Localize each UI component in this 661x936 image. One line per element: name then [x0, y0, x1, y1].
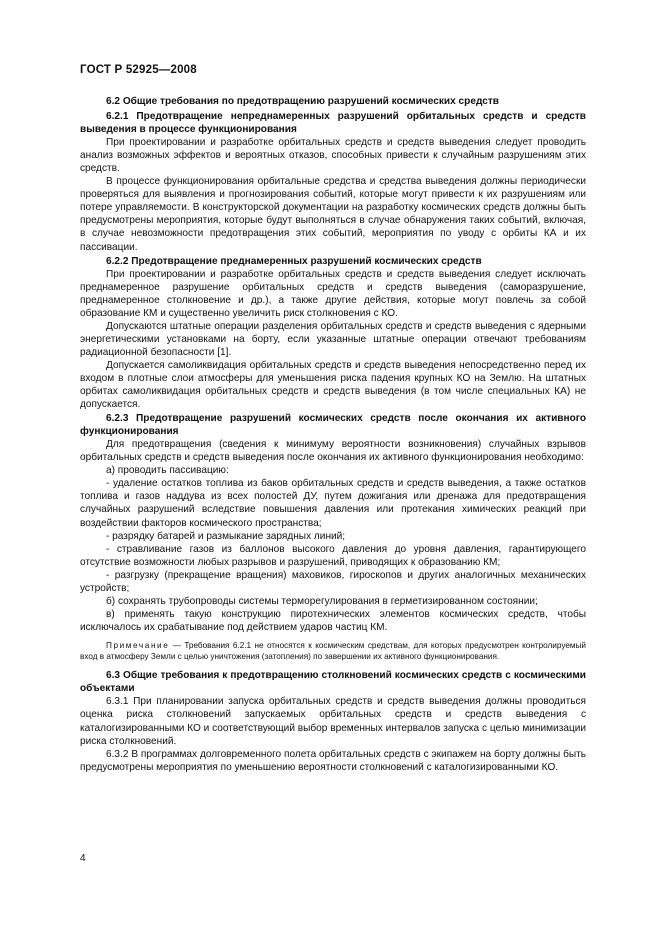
list-item-c: в) применять такую конструкцию пиротехнических элементов космических средств, чтобы исключалось их срабатывание под действием ударов частиц КМ. — [80, 608, 586, 633]
dash-item-flywheel-unloading: - разгрузку (прекращение вращения) маховиков, гироскопов и других аналогичных механических устройств; — [80, 569, 586, 594]
dash-item-fuel-removal: - удаление остатков топлива из баков орбитальных средств и средств выведения, а также остатков топлива и газов наддува из всех полостей ДУ, путем дожигания или дренажа для предотвращения случайных разрушений вследствие повышения давления или протекания химических реакций при воздействии факторов космического пространства; — [80, 478, 586, 529]
section-6-3-2-paragraph: 6.3.2 В программах долговременного полета орбитальных средств с экипажем на борту должны быть предусмотрены мероприятия по уменьшению вероятности столкновений с каталогизированными КО. — [80, 748, 586, 773]
section-6-3-1-paragraph: 6.3.1 При планировании запуска орбитальных средств и средств выведения должны проводиться оценка риска столкновений запускаемых орбитальных средств и средств выведения с каталогизированными КО и соответствующий выбор временных интервалов запуска с целью минимизации риска столкновений. — [80, 696, 586, 747]
section-6-3-heading: 6.3 Общие требования к предотвращению столкновений космических средств с космическими объектами — [80, 670, 586, 695]
list-item-b: б) сохранять трубопроводы системы терморегулирования в герметизированном состоянии; — [106, 595, 538, 607]
section-6-2-2-paragraph-1: При проектировании и разработке орбитальных средств и средств выведения следует исключать преднамеренное разрушение орбитальных средств и средств выведения (саморазрушение, преднамеренное столкновение и др.), а также другие действия, которые могут повлечь за собой образование КМ и существенно увеличить риск столкновения с КО. — [80, 268, 586, 319]
note-label: Примечание — [106, 640, 170, 650]
document-body — [80, 95, 586, 774]
section-6-2-3-paragraph-1: Для предотвращения (сведения к минимуму вероятности возникновения) случайных взрывов орбитальных средств и средств выведения после окончания их активного функционирования необходимо: — [80, 439, 586, 464]
section-6-2-1-paragraph-2: В процессе функционирования орбитальные средства и средства выведения должны периодически проверяться для выявления и прогнозирования событий, которые могут привести к их разрушениям или потере управляемости. В конструкторской документации на разработку космических средств должны быть предусмотрены мероприятия, которые будут выполняться в случае обнаружения таких событий, включая, в случае невозможности предотвращения этих событий, мероприятия по уводу с орбиты КА и их пассивации. — [80, 176, 586, 253]
document-code-header: ГОСТ Р 52925—2008 — [80, 64, 197, 76]
page-number: 4 — [80, 853, 86, 864]
section-6-2-2-heading: 6.2.2 Предотвращение преднамеренных разрушений космических средств — [106, 255, 482, 267]
dash-item-gas-venting: - стравливание газов из баллонов высокого давления до уровня давления, гарантирующего отсутствие возможности любых разрывов и разрушений, приводящих к образованию КМ; — [80, 543, 586, 568]
note — [80, 640, 586, 662]
section-6-2-2-paragraph-3: Допускается самоликвидация орбитальных средств и средств выведения непосредственно перед их входом в плотные слои атмосферы для уменьшения риска падения крупных КО на Землю. На штатных орбитах самоликвидация орбитальных средств и средств выведения (в том числе специальных КА) не допускается. — [80, 359, 586, 411]
list-item-a: а) проводить пассивацию: — [106, 465, 229, 477]
note-text: — Требования 6.2.1 не относятся к космическим средствам, для которых предусмотрен контролируемый вход в атмосферу Земли с целью уничтожения (затопления) по завершении их активного функционирования. — [80, 640, 586, 662]
section-6-2-heading: 6.2 Общие требования по предотвращению разрушений космических средств — [106, 96, 499, 107]
section-6-2-1-paragraph-1: При проектировании и разработке орбитальных средств и средств выведения следует проводить анализ возможных эффектов и вероятных отказов, способных привести к случайным разрушениям этих средств. — [80, 137, 586, 175]
section-6-2-3-heading: 6.2.3 Предотвращение разрушений космических средств после окончания их активного функционирования — [80, 413, 586, 438]
section-6-2-1-heading: 6.2.1 Предотвращение непреднамеренных разрушений орбитальных средств и средств выведения в процессе функционирования — [80, 111, 586, 136]
dash-item-battery-discharge: - разрядку батарей и размыкание зарядных линий; — [106, 530, 346, 542]
section-6-2-2-paragraph-2: Допускаются штатные операции разделения орбитальных средств и средств выведения с ядерными энергетическими установками на борту, если указанные штатные операции отвечают требованиям радиационной безопасности [1]. — [80, 320, 586, 358]
